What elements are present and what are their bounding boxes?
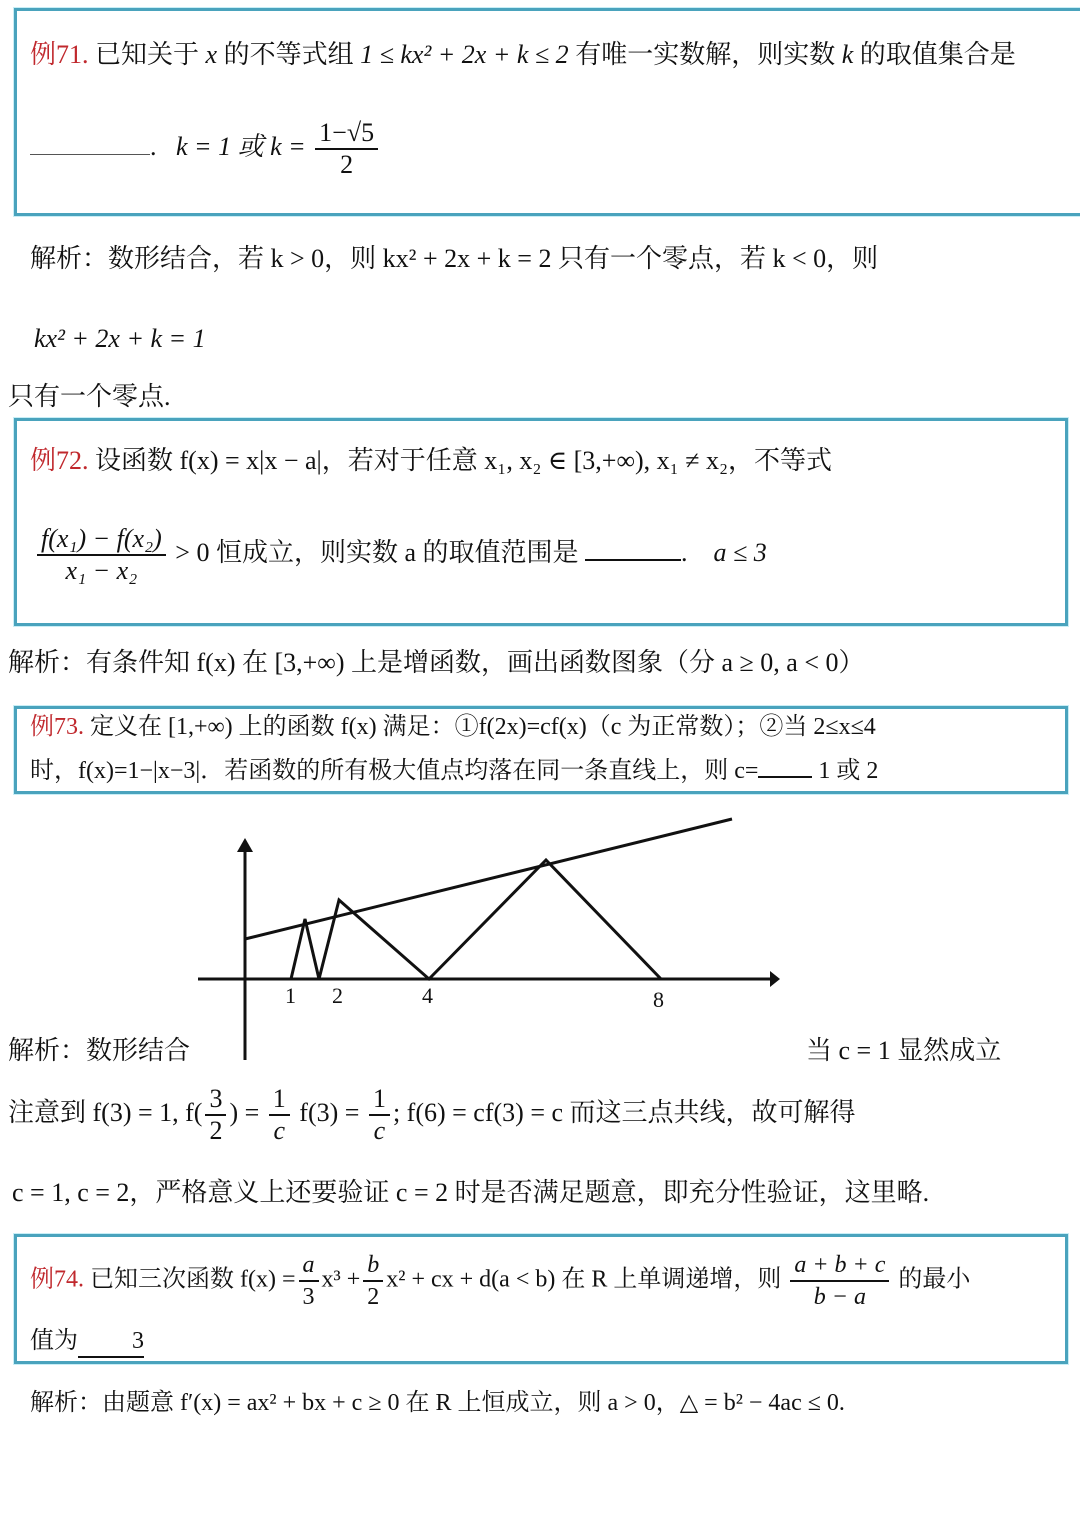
problem-72-label: 例72. [30,446,89,475]
fraction: $\frac{1}{c}$ [369,1084,390,1146]
problem-74-label: 例74. [30,1266,84,1293]
problem-73-solution-1-right: 当 c = 1 显然成立 [806,1036,1002,1065]
problem-73-question-1: 例73. 定义在 [1,+∞) 上的函数 f(x) 满足：①f(2x)=cf(x)（c 为正常数）；②当 2≤x≤4 [30,714,876,740]
problem-72-question-2: $\frac{\text{f(x₁) − f(x₂)}}{\text{x₁ − x₂}}$ > 0 恒成立，则实数 a 的取值范围是 . a ≤ 3 [34,524,767,586]
answer-blank [585,557,681,561]
problem-71-question: 例71. 已知关于 x 的不等式组 1 ≤ kx² + 2x + k ≤ 2 有唯一实数解，则实数 k 的取值集合是 [30,40,1016,69]
difference-quotient: $\frac{\text{f(x₁) − f(x₂)}}{\text{x₁ − x₂}}$ [37,524,166,586]
problem-72-solution: 解析：有条件知 f(x) 在 [3,+∞) 上是增函数，画出函数图象（分 a ≥ 0, a < 0） [8,648,865,677]
fraction: $\frac{a}{3}$ [299,1250,319,1312]
problem-74-solution: 解析：由题意 f′(x) = ax² + bx + c ≥ 0 在 R 上恒成立，则 a > 0，△ = b² − 4ac ≤ 0. [30,1390,845,1416]
problem-71-label: 例71. [30,40,89,69]
svg-text:1: 1 [285,983,296,1008]
fraction: $\frac{1}{c}$ [269,1084,290,1146]
problem-74-question-2: 值为 3 [30,1326,144,1358]
problem-71-solution-1: 解析：数形结合，若 k > 0，则 kx² + 2x + k = 2 只有一个零点，若 k < 0，则 [30,244,879,273]
zigzag-graph [291,860,661,979]
problem-73-solution-1-left: 解析：数形结合 [8,1036,191,1065]
problem-73-answer: 1 或 2 [818,758,879,784]
x-axis-arrow-icon [770,971,780,987]
problem-73-question-2: 时，f(x)=1−|x−3|．若函数的所有极大值点均落在同一条直线上，则 c= 1 或 2 [30,758,879,784]
answer-blank [758,774,812,778]
problem-72-question-1: 例72. 设函数 f(x) = x|x − a|，若对于任意 x₁, x₂ ∈ [3,+∞), x₁ ≠ x₂，不等式 [30,446,833,475]
problem-73-solution-3: c = 1, c = 2，严格意义上还要验证 c = 2 时是否满足题意，即充分性验证，这里略. [12,1178,930,1207]
svg-text:4: 4 [422,983,433,1008]
problem-71-solution-2: kx² + 2x + k = 1 [34,324,206,353]
fraction: $\frac{a + b + c}{b - a}$ [790,1250,889,1312]
answer-blank [30,152,150,155]
problem-71-answer: . k = 1 或 k = $\frac{1-√5}{2}$ [30,118,381,180]
problem-74-question-1: 例74. 已知三次函数 f(x) = $\frac{a}{3}$ x³ + $\frac{b}{2}$ x² + cx + d(a < b) 在 R 上单调递增，则 $\frac{a + b + c}{b - a}$ 的最小 [30,1252,971,1310]
peak-line [245,819,732,939]
svg-text:2: 2 [332,983,343,1008]
problem-72-answer: a ≤ 3 [713,537,767,567]
function-graph-diagram [180,810,800,1070]
answer-fraction: $\frac{1-√5}{2}$ [315,118,378,180]
problem-73-label: 例73. [30,714,84,740]
answer-blank: 3 [78,1326,144,1358]
fraction: $\frac{3}{2}$ [205,1084,226,1146]
svg-text:8: 8 [653,987,664,1012]
problem-71-solution-3: 只有一个零点. [8,382,171,411]
fraction: $\frac{b}{2}$ [363,1250,383,1312]
problem-73-solution-2: 注意到 f(3) = 1, f( $\frac{3}{2}$ ) = $\frac{1}{c}$ f(3) = $\frac{1}{c}$ ; f(6) = cf(3) = c 而这三点共线，故可解得 [8,1084,856,1145]
y-axis-arrow-icon [237,838,253,852]
